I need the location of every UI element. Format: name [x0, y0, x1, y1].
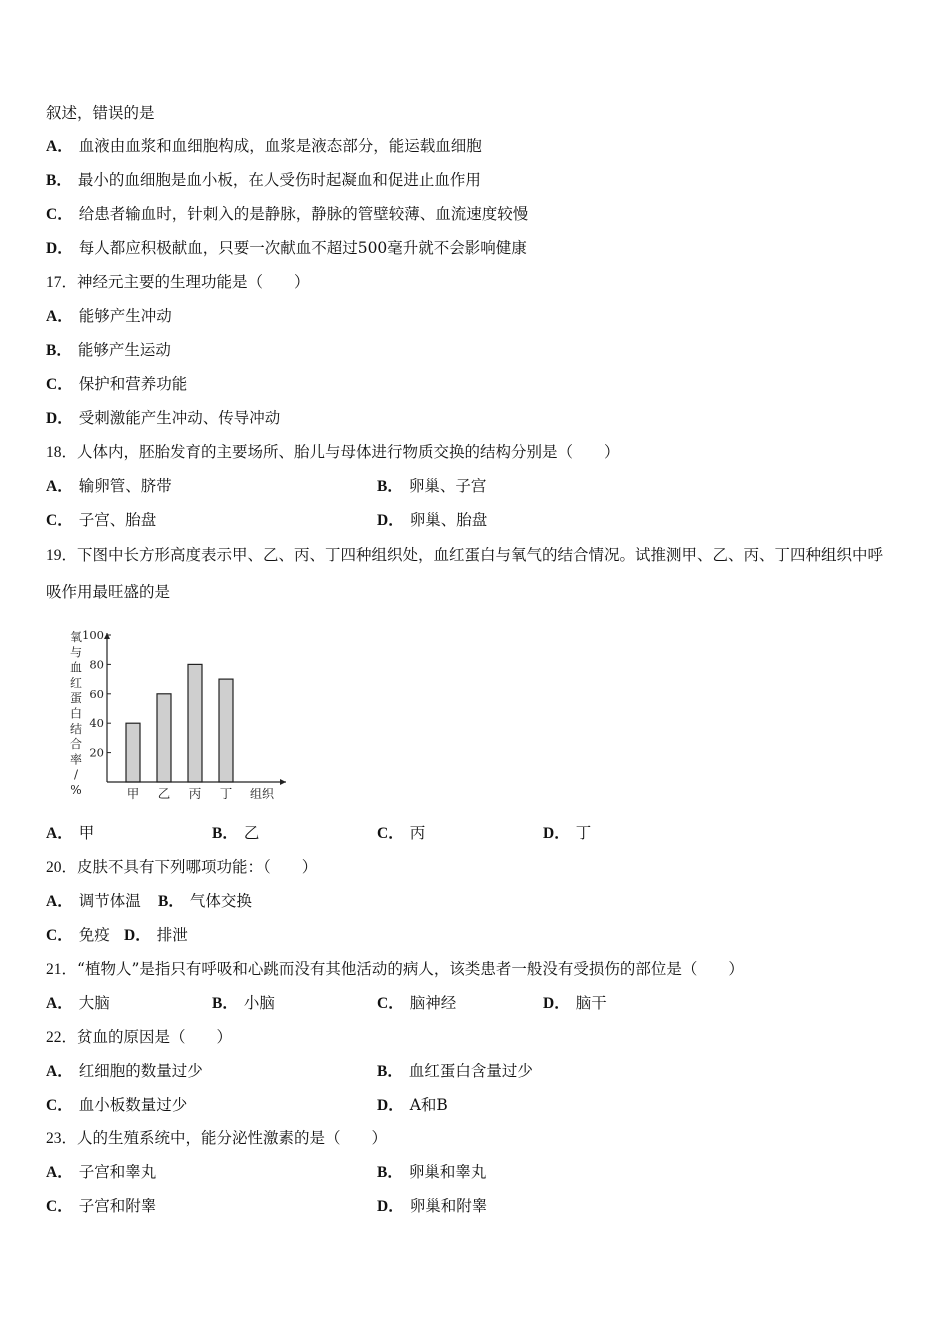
q17-stem: 17．神经元主要的生理功能是（ ）	[46, 273, 310, 291]
q22-option-d: D． A和B	[377, 1096, 448, 1114]
bar-丁	[219, 679, 233, 782]
q18-stem: 18．人体内，胚胎发育的主要场所、胎儿与母体进行物质交换的结构分别是（ ）	[46, 443, 620, 461]
oxygen-binding-bar-chart	[60, 615, 300, 815]
y-tick-label: 40	[89, 716, 104, 731]
q22-option-a: A． 红细胞的数量过少	[46, 1062, 203, 1080]
q19-option-c: C． 丙	[377, 824, 426, 842]
q17-option-a: A． 能够产生冲动	[46, 307, 172, 325]
q16-option-c: C． 给患者输血时，针刺入的是静脉，静脉的管壁较薄、血流速度较慢	[46, 205, 529, 223]
q17-option-b: B． 能够产生运动	[46, 341, 171, 359]
q19-stem-line2: 吸作用最旺盛的是	[46, 583, 171, 601]
q21-option-d: D． 脑干	[543, 994, 607, 1012]
q18-option-b: B． 卵巢、子宫	[377, 477, 487, 495]
q21-option-b: B． 小脑	[212, 994, 275, 1012]
q16-option-d: D． 每人都应积极献血，只要一次献血不超过500毫升就不会影响健康	[46, 239, 527, 257]
x-tick-label: 丙	[188, 786, 202, 801]
chart-x-axis-arrow	[280, 779, 286, 785]
q18-option-c: C． 子宫、胎盘	[46, 511, 157, 529]
q16-stem: 叙述，错误的是	[46, 104, 155, 122]
chart-bars	[126, 664, 233, 782]
q20-option-b: B． 气体交换	[158, 892, 252, 910]
q22-number: 22．	[46, 1029, 78, 1046]
q20-option-d: D． 排泄	[124, 926, 188, 944]
q23-stem: 23．人的生殖系统中，能分泌性激素的是（ ）	[46, 1129, 388, 1147]
q21-option-c: C． 脑神经	[377, 994, 457, 1012]
q19-option-d: D． 丁	[543, 824, 592, 842]
y-tick-label: 80	[89, 657, 104, 672]
q18-number: 18．	[46, 444, 78, 461]
q23-number: 23．	[46, 1130, 78, 1147]
q22-option-c: C． 血小板数量过少	[46, 1096, 188, 1114]
chart-x-ticks	[127, 786, 233, 801]
q20-number: 20．	[46, 859, 78, 876]
q18-option-d: D． 卵巢、胎盘	[377, 511, 488, 529]
q16-option-b: B． 最小的血细胞是血小板，在人受伤时起凝血和促进止血作用	[46, 171, 481, 189]
y-tick-label: 20	[89, 745, 104, 760]
q23-option-a: A． 子宫和睾丸	[46, 1163, 157, 1181]
q20-option-c: C． 免疫	[46, 926, 110, 944]
q17-number: 17．	[46, 274, 78, 291]
q21-option-a: A． 大脑	[46, 994, 110, 1012]
bar-甲	[126, 723, 140, 782]
q23-option-c: C． 子宫和附睾	[46, 1197, 157, 1215]
chart-y-label	[70, 630, 82, 797]
q19-option-b: B． 乙	[212, 824, 260, 842]
q22-stem: 22．贫血的原因是（ ）	[46, 1028, 233, 1046]
x-tick-label: 甲	[126, 786, 140, 801]
q16-option-a: A． 血液由血浆和血细胞构成，血浆是液态部分，能运载血细胞	[46, 137, 482, 155]
y-tick-label: 100	[82, 628, 104, 642]
x-tick-label: 乙	[157, 786, 171, 801]
q19-option-a: A． 甲	[46, 824, 95, 842]
q20-option-a: A． 调节体温	[46, 892, 141, 910]
q21-stem: 21．“植物人”是指只有呼吸和心跳而没有其他活动的病人，该类患者一般没有受损伤的部位是（ ）	[46, 960, 744, 978]
q23-option-b: B． 卵巢和睾丸	[377, 1163, 487, 1181]
chart-x-label: 组织	[250, 787, 275, 801]
bar-丙	[188, 664, 202, 782]
x-tick-label: 丁	[219, 786, 233, 801]
q19-stem-line1: 19．下图中长方形高度表示甲、乙、丙、丁四种组织处，血红蛋白与氧气的结合情况。试推测甲、乙、丙、丁四种组织中呼	[46, 546, 884, 564]
chart-y-axis-arrow	[104, 633, 110, 639]
chart-y-label-text: 氧与血红蛋白结合率/ %	[69, 630, 83, 797]
q19-number: 19．	[46, 547, 78, 564]
q18-option-a: A． 输卵管、脐带	[46, 477, 172, 495]
y-tick-label: 60	[89, 686, 104, 701]
bar-乙	[157, 694, 171, 782]
q23-option-d: D． 卵巢和附睾	[377, 1197, 488, 1215]
q17-option-d: D． 受刺激能产生冲动、传导冲动	[46, 409, 281, 427]
q20-stem: 20．皮肤不具有下列哪项功能：（ ）	[46, 858, 318, 876]
q22-option-b: B． 血红蛋白含量过少	[377, 1062, 533, 1080]
q21-number: 21．	[46, 961, 78, 978]
q17-option-c: C． 保护和营养功能	[46, 375, 188, 393]
